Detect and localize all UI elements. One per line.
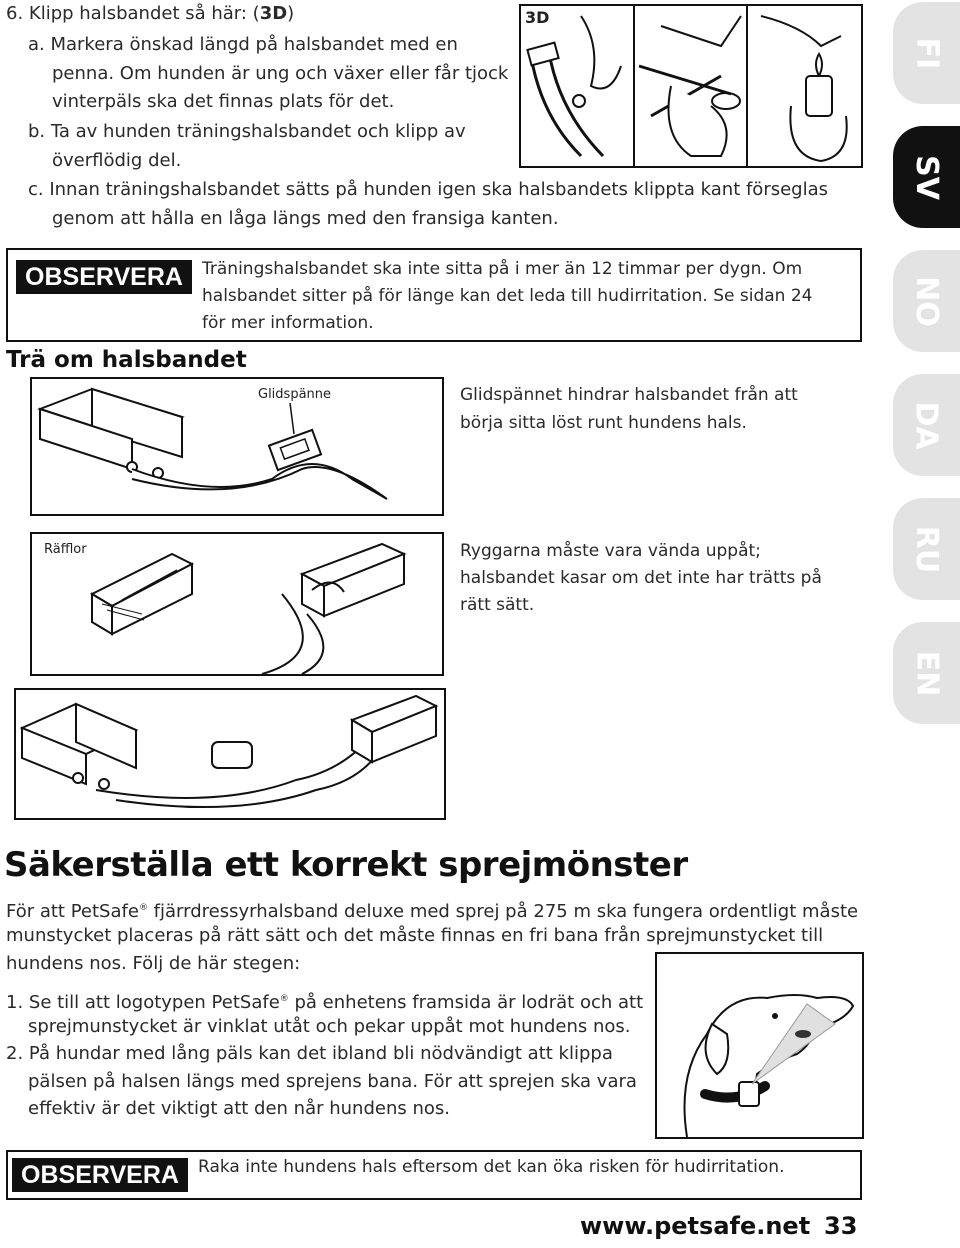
tab-sv[interactable] <box>893 126 960 228</box>
tab-label: FI <box>909 37 944 69</box>
tab-label: DA <box>909 400 944 450</box>
spray-step2-line3: effektiv är det viktigt att den når hundens nos. <box>28 1098 450 1119</box>
note1-line1: Träningshalsbandet ska inte sitta på i mer än 12 timmar per dygn. Om <box>202 259 803 279</box>
raffl-text-line1: Ryggarna måste vara vända uppåt; <box>460 541 761 561</box>
dog-spray-figure <box>655 952 864 1139</box>
observera-note-1 <box>6 248 862 342</box>
page-number: 33 <box>824 1212 858 1240</box>
spray-intro-line1: För att PetSafe® fjärrdressyrhalsband deluxe med sprej på 275 m ska fungera ordentligt måste <box>6 901 859 922</box>
glid-text-line2: börja sitta löst runt hundens hals. <box>460 413 747 433</box>
threaded-collar-figure <box>14 688 446 820</box>
collar-with-buckle-illustration <box>32 379 442 514</box>
step6-c-line2: genom att hålla en låga längs med den fransiga kanten. <box>52 208 559 229</box>
spray-heading: Säkerställa ett korrekt sprejmönster <box>4 845 688 885</box>
spray-intro-line3: hundens nos. Följ de här stegen: <box>6 953 301 974</box>
glid-text-line1: Glidspännet hindrar halsbandet från att <box>460 385 798 405</box>
figure-3d-label: 3D <box>525 8 550 27</box>
glidspanne-label: Glidspänne <box>258 387 332 402</box>
tab-label: SV <box>908 154 944 200</box>
spray-intro-line2: munstycket placeras på rätt sätt och det måste finnas en fri bana från sprejmunstycket till <box>6 925 824 946</box>
observera-label-1: OBSERVERA <box>16 260 192 294</box>
spray-step1-line2: sprejmunstycket är vinklat utåt och pekar uppåt mot hundens nos. <box>28 1016 631 1037</box>
step6-a-line1: a. Markera önskad längd på halsbandet med en <box>28 34 458 55</box>
dog-with-spray-collar-illustration <box>657 954 862 1137</box>
observera-note-2 <box>6 1150 862 1200</box>
spray-step2-line2: pälsen på halsen längs med sprejens bana. För att sprejen ska vara <box>28 1071 637 1092</box>
tab-en[interactable] <box>893 622 960 724</box>
rafflor-label: Räfflor <box>44 542 87 557</box>
ridges-figure <box>30 532 444 676</box>
note2-text: Raka inte hundens hals eftersom det kan öka risken för hudirritation. <box>198 1157 785 1177</box>
raffl-text-line3: rätt sätt. <box>460 595 535 615</box>
tab-fi[interactable] <box>893 2 960 104</box>
slide-buckle-figure <box>30 377 444 516</box>
figure-3d <box>519 4 863 168</box>
step6-c-line1: c. Innan träningshalsbandet sätts på hunden igen ska halsbandets klippta kant förseglas <box>28 179 829 200</box>
step6-b-line1: b. Ta av hunden träningshalsbandet och klipp av <box>28 121 466 142</box>
tab-label: EN <box>908 650 944 696</box>
raffl-text-line2: halsbandet kasar om det inte har trätts på <box>460 568 822 588</box>
step6-a-line2: penna. Om hunden är ung och växer eller får tjock <box>52 63 509 84</box>
thread-heading: Trä om halsbandet <box>6 347 247 373</box>
step6-b-line2: överflödig del. <box>52 150 182 171</box>
tab-no[interactable] <box>893 250 960 352</box>
step6-title: 6. Klipp halsbandet så här: (3D) <box>6 3 295 24</box>
note1-line3: för mer information. <box>202 313 374 333</box>
footer-url[interactable]: www.petsafe.net <box>580 1212 811 1240</box>
buckle-ridges-illustration <box>32 534 442 674</box>
tab-label: RU <box>909 525 944 573</box>
observera-label-2: OBSERVERA <box>12 1158 188 1192</box>
collar-cutting-illustration <box>521 6 861 166</box>
spray-step2-line1: 2. På hundar med lång päls kan det ibland bli nödvändigt att klippa <box>6 1043 613 1064</box>
threaded-collar-illustration <box>16 690 444 818</box>
spray-step1-line1: 1. Se till att logotypen PetSafe® på enhetens framsida är lodrät och att <box>6 992 644 1013</box>
step6-a-line3: vinterpäls ska det finnas plats för det. <box>52 91 395 112</box>
tab-ru[interactable] <box>893 498 960 600</box>
tab-da[interactable] <box>893 374 960 476</box>
note1-line2: halsbandet sitter på för länge kan det leda till hudirritation. Se sidan 24 <box>202 286 813 306</box>
tab-label: NO <box>909 275 944 327</box>
